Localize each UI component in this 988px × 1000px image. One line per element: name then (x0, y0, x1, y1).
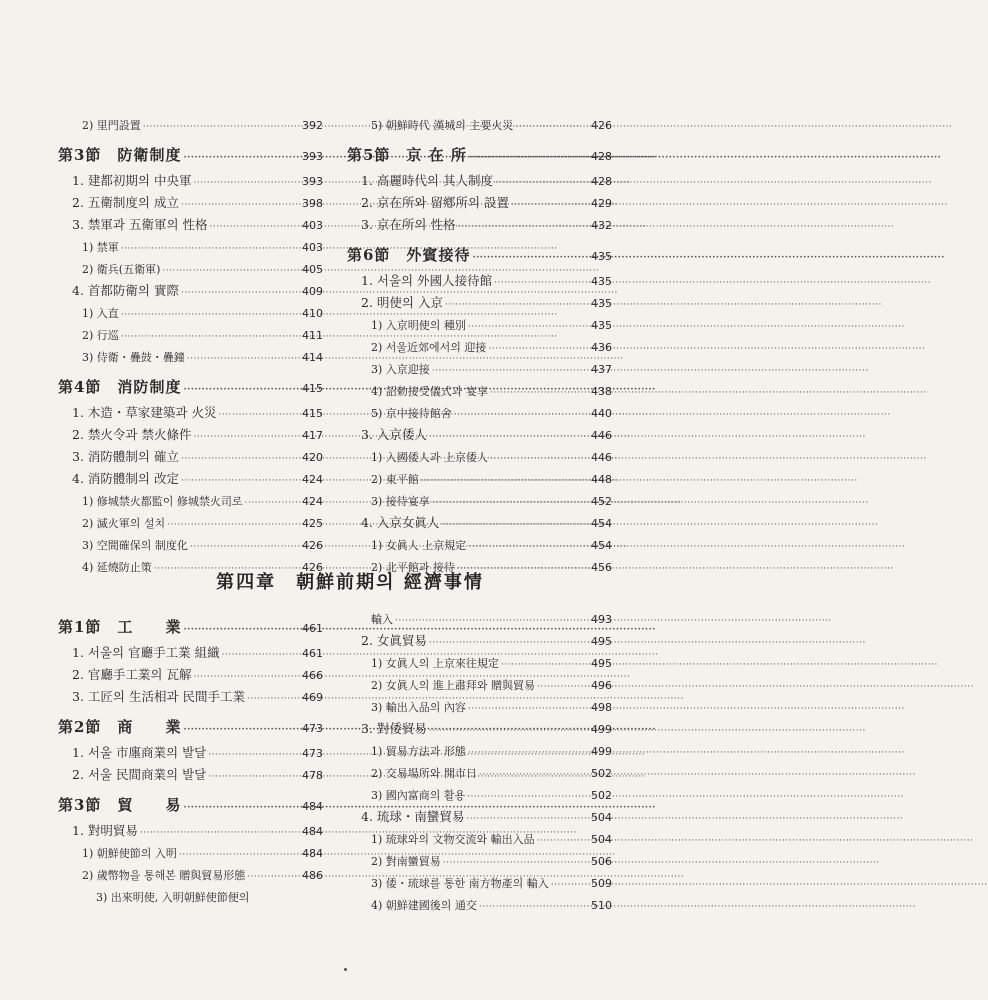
toc-section-heading (347, 236, 612, 270)
toc-page-number: 466 (302, 669, 323, 682)
toc-entry-label: 2) 서울近郊에서의 迎接 (371, 341, 487, 354)
dot-leader (167, 518, 300, 532)
dot-leader (247, 870, 300, 884)
toc-entry (347, 630, 612, 652)
toc-page-number: 411 (302, 329, 323, 342)
toc-entry (347, 674, 612, 696)
print-speck (344, 968, 347, 971)
toc-section-heading (58, 608, 323, 642)
toc-page-number: 435 (591, 297, 612, 310)
toc-entry (347, 850, 612, 872)
toc-entry (347, 490, 612, 512)
toc-page-number: 454 (591, 539, 612, 552)
toc-section-heading (58, 786, 323, 820)
toc-entry (347, 696, 612, 718)
toc-page-number: 425 (302, 517, 323, 530)
toc-entry-label: 1. 서울의 官廳手工業 組織 (72, 645, 220, 660)
dot-leader (429, 724, 589, 738)
toc-entry-label: 第3節 防衛制度 (58, 146, 182, 164)
toc-entry (347, 872, 612, 894)
toc-entry (58, 642, 323, 664)
toc-entry-label: 3. 工匠의 生活相과 民間手工業 (72, 689, 245, 704)
toc-entry (58, 258, 323, 280)
toc-page-number: 484 (302, 825, 323, 838)
dot-leader (183, 151, 300, 165)
toc-page-number: 393 (302, 150, 323, 163)
dot-leader (472, 251, 589, 265)
toc-entry-label: 4) 延燒防止策 (82, 561, 152, 574)
toc-page-number: 403 (302, 241, 323, 254)
dot-leader (515, 120, 589, 134)
dot-leader (143, 120, 300, 134)
toc-entry-label: 1) 朝鮮使節의 入明 (82, 847, 177, 860)
toc-page-number: 414 (302, 351, 323, 364)
dot-leader (457, 220, 589, 234)
toc-entry-label: 3) 出來明使, 入明朝鮮使節便의 (96, 891, 250, 904)
toc-entry (58, 764, 323, 786)
toc-page-number: 420 (302, 451, 323, 464)
dot-leader (429, 636, 589, 650)
toc-entry-label: 4) 詔勅接受儀式과 宴享 (371, 385, 488, 398)
toc-entry (347, 894, 612, 916)
toc-entry (347, 828, 612, 850)
toc-entry-label: 3) 倭・琉球를 통한 南方物產의 輸入 (371, 877, 549, 890)
toc-entry (347, 402, 612, 424)
toc-entry (58, 842, 323, 864)
dot-leader (183, 723, 300, 737)
toc-entry (58, 302, 323, 324)
toc-entry-label: 4. 消防體制의 改定 (72, 471, 179, 486)
toc-entry-label: 1. 高麗時代의 其人制度 (361, 173, 493, 188)
toc-entry-label: 2) 交易場所와 開市日 (371, 767, 477, 780)
toc-entry-label: 5) 朝鮮時代 漢城의 主要火災 (371, 119, 514, 132)
dot-leader (421, 474, 589, 488)
toc-entry (347, 314, 612, 336)
toc-entry (58, 346, 323, 368)
toc-page-number: 432 (591, 219, 612, 232)
toc-entry-label: 2. 禁火令과 禁火條件 (72, 427, 192, 442)
toc-entry-label: 1) 貿易方法과 形態 (371, 745, 466, 758)
dot-leader (218, 408, 300, 422)
dot-leader (245, 496, 300, 510)
toc-page-number: 452 (591, 495, 612, 508)
toc-section-heading (58, 708, 323, 742)
toc-entry (58, 864, 323, 886)
toc-entry (347, 512, 612, 534)
dot-leader (247, 692, 300, 706)
toc-page-number: 456 (591, 561, 612, 574)
toc-entry (347, 170, 612, 192)
toc-entry (58, 214, 323, 236)
dot-leader (121, 308, 300, 322)
toc-entry (58, 534, 323, 556)
toc-entry (347, 214, 612, 236)
dot-leader (488, 342, 589, 356)
toc-entry-label: 2. 明使의 入京 (361, 295, 443, 310)
toc-entry (58, 512, 323, 534)
toc-entry-label: 1) 入國倭人과 上京倭人 (371, 451, 488, 464)
dot-leader (468, 702, 589, 716)
toc-entry-label: 1) 女眞人의 上京來往規定 (371, 657, 499, 670)
toc-entry-label: 1. 서울의 外國人接待館 (361, 273, 493, 288)
toc-page-number: 486 (302, 869, 323, 882)
toc-page-number: 502 (591, 767, 612, 780)
dot-leader (479, 900, 589, 914)
dot-leader (429, 430, 589, 444)
toc-entry-label: 1) 修城禁火都監이 修城禁火司로 (82, 495, 243, 508)
toc-section-heading (58, 368, 323, 402)
toc-page-number: 499 (591, 723, 612, 736)
toc-entry-label: 第2節 商 業 (58, 718, 182, 736)
toc-page-number: 461 (302, 647, 323, 660)
chapter-title: 第四章 朝鮮前期의 經濟事情 (216, 572, 484, 593)
toc-entry-label: 3. 京在所의 性格 (361, 217, 456, 232)
toc-page-number: 496 (591, 679, 612, 692)
toc-entry-label: 1. 서울 市廛商業의 발달 (72, 745, 207, 760)
toc-entry-label: 3. 入京倭人 (361, 427, 427, 442)
dot-leader (537, 680, 589, 694)
toc-entry-label: 3) 接待宴享 (371, 495, 430, 508)
toc-page-number: 469 (302, 691, 323, 704)
dot-leader (466, 812, 589, 826)
toc-entry-label: 3. 消防體制의 確立 (72, 449, 179, 464)
toc-page-number: 426 (591, 119, 612, 132)
toc-entry-label: 1. 木造・草家建築과 火災 (72, 405, 217, 420)
dot-leader (210, 220, 301, 234)
toc-page-number: 498 (591, 701, 612, 714)
toc-entry-label: 1) 琉球와의 文物交流와 輸出入品 (371, 833, 535, 846)
toc-page-number: 502 (591, 789, 612, 802)
toc-entry-label: 2) 女眞人의 進上肅拜와 贈與貿易 (371, 679, 536, 692)
toc-page-number: 415 (302, 382, 323, 395)
toc-entry-label: 3) 侍衛・疊鼓・疊鐘 (82, 351, 185, 364)
toc-entry (58, 424, 323, 446)
toc-entry (58, 886, 323, 908)
toc-page-number: 417 (302, 429, 323, 442)
dot-leader (490, 386, 589, 400)
toc-entry (58, 324, 323, 346)
toc-entry (347, 336, 612, 358)
dot-leader (495, 176, 589, 190)
toc-entry (58, 686, 323, 708)
toc-page-number: 495 (591, 635, 612, 648)
toc-entry-label: 第5節 京 在 所 (347, 146, 467, 164)
toc-page-number: 504 (591, 811, 612, 824)
toc-column-top-left (58, 114, 323, 578)
toc-entry-label: 第1節 工 業 (58, 618, 182, 636)
toc-page-number: 448 (591, 473, 612, 486)
dot-leader (193, 670, 300, 684)
toc-page-number: 403 (302, 219, 323, 232)
toc-entry-label: 輸入 (371, 613, 393, 626)
dot-leader (208, 748, 300, 762)
dot-leader (490, 452, 589, 466)
toc-page-number: 484 (302, 847, 323, 860)
toc-entry (347, 270, 612, 292)
toc-page-number: 428 (591, 175, 612, 188)
toc-entry (58, 114, 323, 136)
toc-entry-label: 1) 入京明使의 種別 (371, 319, 466, 332)
toc-entry-label: 1. 建都初期의 中央軍 (72, 173, 192, 188)
toc-page-number: 495 (591, 657, 612, 670)
toc-page-number: 435 (591, 275, 612, 288)
toc-entry (347, 292, 612, 314)
toc-page-number: 393 (302, 175, 323, 188)
toc-entry (347, 740, 612, 762)
toc-page-number: 504 (591, 833, 612, 846)
dot-leader (441, 518, 589, 532)
dot-leader (193, 430, 300, 444)
toc-entry-label: 1. 對明貿易 (72, 823, 138, 838)
toc-entry-label: 5) 京中接待館舍 (371, 407, 452, 420)
toc-page-number: 461 (302, 622, 323, 635)
dot-leader (162, 264, 300, 278)
toc-entry-label: 第6節 外賓接待 (347, 246, 471, 264)
toc-page-number: 446 (591, 451, 612, 464)
dot-leader (467, 790, 589, 804)
dot-leader (432, 364, 589, 378)
toc-entry (58, 170, 323, 192)
dot-leader (443, 856, 589, 870)
toc-page-number: 435 (591, 250, 612, 263)
dot-leader (187, 352, 300, 366)
toc-page-number: 510 (591, 899, 612, 912)
dot-leader (179, 848, 300, 862)
dot-leader (193, 176, 300, 190)
dot-leader (183, 623, 300, 637)
toc-page-number: 446 (591, 429, 612, 442)
toc-entry-label: 2. 官廳手工業의 瓦解 (72, 667, 192, 682)
toc-entry (58, 664, 323, 686)
dot-leader (445, 298, 589, 312)
toc-entry-label: 2) 北平館과 接待 (371, 561, 455, 574)
toc-page-number: 437 (591, 363, 612, 376)
toc-entry (58, 236, 323, 258)
toc-page-number: 426 (302, 539, 323, 552)
dot-leader (395, 614, 589, 628)
toc-entry-label: 3) 輸出入品의 內容 (371, 701, 466, 714)
toc-entry (58, 490, 323, 512)
toc-page-number: 509 (591, 877, 612, 890)
toc-entry (347, 718, 612, 740)
dot-leader (494, 276, 589, 290)
toc-column-top-right (347, 114, 612, 578)
toc-entry-label: 2) 里門設置 (82, 119, 141, 132)
toc-entry-label: 4. 入京女眞人 (361, 515, 440, 530)
toc-section-heading (347, 136, 612, 170)
toc-page-number: 473 (302, 747, 323, 760)
toc-entry-label: 第4節 消防制度 (58, 378, 182, 396)
dot-leader (537, 834, 589, 848)
toc-entry (58, 742, 323, 764)
toc-page-number: 493 (591, 613, 612, 626)
dot-leader (511, 198, 589, 212)
toc-page-number: 440 (591, 407, 612, 420)
dot-leader (468, 540, 589, 554)
dot-leader (551, 878, 589, 892)
toc-entry (347, 806, 612, 828)
toc-entry-label: 1) 禁軍 (82, 241, 119, 254)
toc-page-number: 405 (302, 263, 323, 276)
toc-page-number: 429 (591, 197, 612, 210)
toc-entry-label: 2) 衛兵(五衛軍) (82, 263, 161, 276)
toc-column-bottom-right (347, 608, 612, 916)
toc-page-number: 424 (302, 473, 323, 486)
toc-page-number: 398 (302, 197, 323, 210)
toc-entry-label: 2. 女眞貿易 (361, 633, 427, 648)
toc-page-number: 454 (591, 517, 612, 530)
toc-entry (347, 424, 612, 446)
toc-entry-label: 4) 朝鮮建國後의 通交 (371, 899, 477, 912)
toc-page-number: 506 (591, 855, 612, 868)
toc-section-heading (58, 136, 323, 170)
toc-column-bottom-left (58, 608, 323, 908)
toc-entry-label: 2. 서울 民間商業의 발달 (72, 767, 207, 782)
dot-leader (468, 320, 589, 334)
toc-entry-label: 第3節 貿 易 (58, 796, 182, 814)
toc-entry-label: 1) 女眞人 上京規定 (371, 539, 467, 552)
toc-entry-label: 2) 行巡 (82, 329, 119, 342)
toc-page-number: 415 (302, 407, 323, 420)
dot-leader (121, 330, 300, 344)
toc-page-number: 428 (591, 150, 612, 163)
toc-page-number: 478 (302, 769, 323, 782)
toc-entry (347, 358, 612, 380)
toc-entry (347, 380, 612, 402)
dot-leader (222, 648, 300, 662)
toc-entry (347, 784, 612, 806)
toc-entry-label: 4. 琉球・南蠻貿易 (361, 809, 465, 824)
dot-leader (183, 801, 300, 815)
toc-entry (347, 608, 612, 630)
toc-page-number: 424 (302, 495, 323, 508)
toc-entry (347, 114, 612, 136)
dot-leader (140, 826, 300, 840)
toc-page-number: 410 (302, 307, 323, 320)
dot-leader (208, 770, 300, 784)
dot-leader (181, 286, 300, 300)
toc-entry-label: 2. 五衛制度의 成立 (72, 195, 179, 210)
toc-entry-label: 2) 歲幣物을 통해본 贈與貿易形態 (82, 869, 246, 882)
toc-entry-label: 3) 國內富商의 활용 (371, 789, 466, 802)
toc-entry-label: 3. 對倭貿易 (361, 721, 427, 736)
toc-entry (347, 762, 612, 784)
dot-leader (468, 746, 589, 760)
toc-entry-label: 3. 禁軍과 五衛軍의 性格 (72, 217, 208, 232)
dot-leader (181, 474, 300, 488)
dot-leader (432, 496, 589, 510)
toc-entry (58, 820, 323, 842)
toc-page-number: 484 (302, 800, 323, 813)
dot-leader (121, 242, 300, 256)
toc-page-number: 409 (302, 285, 323, 298)
toc-entry (58, 280, 323, 302)
toc-entry (347, 652, 612, 674)
toc-page-number: 436 (591, 341, 612, 354)
dot-leader (190, 540, 300, 554)
dot-leader (479, 768, 589, 782)
toc-entry (58, 192, 323, 214)
toc-entry-label: 1) 入直 (82, 307, 119, 320)
toc-entry-label: 2) 東平館 (371, 473, 419, 486)
toc-entry-label: 2. 京在所와 留鄕所의 設置 (361, 195, 509, 210)
toc-entry-label: 3) 空間確保의 制度化 (82, 539, 188, 552)
toc-entry (347, 446, 612, 468)
toc-page-number: 499 (591, 745, 612, 758)
dot-leader (183, 383, 300, 397)
toc-entry-label: 4. 首都防衛의 實際 (72, 283, 179, 298)
toc-page-number: 392 (302, 119, 323, 132)
toc-entry (58, 468, 323, 490)
toc-entry (58, 446, 323, 468)
toc-entry (347, 534, 612, 556)
toc-page-number: 426 (302, 561, 323, 574)
dot-leader (454, 408, 589, 422)
dot-leader (181, 198, 300, 212)
toc-entry-label: 3) 入京迎接 (371, 363, 430, 376)
toc-page-number: 438 (591, 385, 612, 398)
dot-leader (501, 658, 589, 672)
toc-entry-label: 2) 滅火軍의 설치 (82, 517, 166, 530)
toc-entry (347, 192, 612, 214)
toc-entry (347, 468, 612, 490)
toc-entry-label: 2) 對南蠻貿易 (371, 855, 441, 868)
toc-page-number: 473 (302, 722, 323, 735)
dot-leader (469, 151, 589, 165)
dot-leader (181, 452, 300, 466)
toc-page-number: 435 (591, 319, 612, 332)
toc-entry (58, 402, 323, 424)
